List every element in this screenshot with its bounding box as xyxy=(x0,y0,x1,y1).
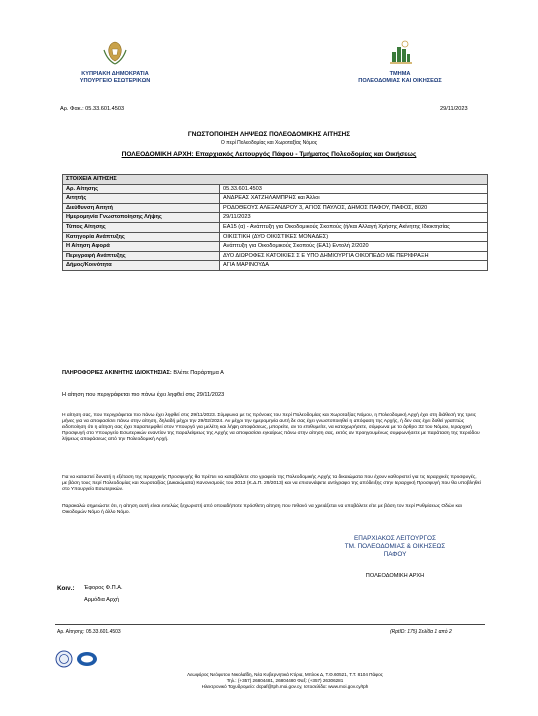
signature-block xyxy=(300,535,490,559)
signature-role: ΠΟΛΕΟΔΟΜΙΚΗ ΑΡΧΗ xyxy=(365,573,425,579)
document-date: 29/11/2023 xyxy=(440,106,468,112)
signature-line-3: ΠΑΦΟΥ xyxy=(383,551,407,558)
quality-logo-icon xyxy=(76,650,98,668)
property-info xyxy=(62,370,224,376)
ministry-heading xyxy=(55,71,175,85)
certification-seal-icon xyxy=(55,650,73,668)
row-label: Αρ. Αίτησης xyxy=(63,184,220,194)
department-line-1: ΤΜΗΜΑ xyxy=(389,71,411,77)
ministry-line-2: ΥΠΟΥΡΓΕΙΟ ΕΣΩΤΕΡΙΚΩΝ xyxy=(79,78,151,84)
paragraph-fees: Για να καταστεί δυνατή η εξέταση της Ιεραρχικής Προσφυγής θα πρέπει να καταβάλετε στο γραφείο της Πολεοδομικής Αρχής τα δικαιώματα που έχουν καθοριστεί για τις Ιεραρχικές προσφυγές, με βάση τους περί Πολεοδομίας και Χωροταξίας (Δικαιώματα) Κανονισμούς του 2013 (Κ.Δ.Π. 29/2013) και να επισυνάψετε αντίγραφο της απόδειξης στην Ιεραρχική Προσφυγή που θα υποβληθεί στο Υπουργείο Εσωτερικών. xyxy=(62,475,481,492)
row-label: Δήμος/Κοινότητα xyxy=(63,261,220,271)
cyprus-coat-of-arms-icon xyxy=(100,40,130,68)
planning-authority-title: ΠΟΛΕΟΔΟΜΙΚΗ ΑΡΧΗ: Επαρχιακός Λειτουργός Πάφου - Τμήματος Πολεοδομίας και Οικήσεως xyxy=(121,151,417,158)
table-row xyxy=(63,213,488,223)
footer-address-line-1: Λεωφόρος Νεόφυτου Νικολαΐδη, Νέα Κυβερνητικά Κτίρια, Μπλοκ Δ, Τ.Θ.60521, Τ.Τ. 8104 Πάφος xyxy=(187,672,383,677)
property-info-value: Βλέπε Παράρτημα Α xyxy=(173,370,224,376)
table-row xyxy=(63,232,488,242)
signature-line-2: ΤΜ. ΠΟΛΕΟΔΟΜΙΑΣ & ΟΙΚΗΣΕΩΣ xyxy=(344,543,446,550)
table-row xyxy=(63,261,488,271)
received-note: Η αίτηση που περιγράφεται πιο πάνω έχει ληφθεί στις 29/11/2023 xyxy=(62,392,225,398)
row-value: 29/11/2023 xyxy=(220,213,488,223)
footer-address-line-3: Ηλεκτρονικό Ταχυδρομείο: dcpaf@tph.moi.gov.cy, Ιστοσελίδα: www.moi.gov.cy/tph xyxy=(201,684,369,690)
row-label: Διεύθυνση Αιτητή xyxy=(63,203,220,213)
paragraph-separate-application: Παρακαλώ σημειώστε ότι, η αίτηση αυτή είναι εντελώς ξεχωριστή από οποιαδήποτε πρόσθετη αίτηση που πιθανό να χρειάζεται να υποβάλετε είτε με βάση τον περί Ρυθμίσεως Οδών και Οικοδομών Νόμο ή άλλο Νόμο. xyxy=(62,504,462,515)
row-label: Αιτητής xyxy=(63,194,220,204)
footer-page-number: (RptID: 175) Σελίδα 1 από 2 xyxy=(390,629,452,635)
application-details-table xyxy=(62,174,488,271)
copy-recipient: Έφορος Φ.Π.Α. xyxy=(84,585,123,591)
ministry-line-1: ΚΥΠΡΙΑΚΗ ΔΗΜΟΚΡΑΤΙΑ xyxy=(81,71,149,77)
row-value: ΑΝΔΡΕΑΣ ΧΑΤΖΗΛΑΜΠΡΗΣ και Άλλοι xyxy=(220,194,488,204)
row-value: Ανάπτυξη για Οικοδομικούς Σκοπούς (ΕΑ1) Εντολή 2/2020 xyxy=(220,242,488,252)
table-row xyxy=(63,184,488,194)
file-reference: Αρ. Φακ.: 05.33.601.4503 xyxy=(60,106,125,112)
property-info-label: ΠΛΗΡΟΦΟΡΙΕΣ ΑΚΙΝΗΤΗΣ ΙΔΙΟΚΤΗΣΙΑΣ: xyxy=(62,370,172,376)
law-subtitle: Ο περί Πολεοδομίας και Χωροταξίας Νόμος xyxy=(220,140,318,146)
footer-address xyxy=(130,672,440,691)
row-label: Κατηγορία Ανάπτυξης xyxy=(63,232,220,242)
row-value: ΟΙΚΙΣΤΙΚΗ (ΔΥΟ ΟΙΚΙΣΤΙΚΕΣ ΜΟΝΑΔΕΣ) xyxy=(220,232,488,242)
table-row xyxy=(63,203,488,213)
copies-label: Κοιν.: xyxy=(57,585,75,592)
table-row xyxy=(63,242,488,252)
row-value: 05.33.601.4503 xyxy=(220,184,488,194)
row-value: ΡΟΔΟΘΕΟΥΣ ΑΛΕΞΑΝΔΡΟΥ 3, ΑΓΙΟΣ ΠΑΥΛΟΣ, ΔΗΜΟΣ ΠΑΦΟΥ, ΠΑΦΟΣ, 8020 xyxy=(220,203,488,213)
paragraph-deadline: Η αίτηση σας, που περιγράφεται πιο πάνω έχει ληφθεί στις 29/11/2023. Σύμφωνα με τις πρόνοιες του περί Πολεοδομίας και Χωροταξίας Νόμου, η Πολεοδομική Αρχή έχει στη διάθεσή της τρεις μήνες για να αποφασίσει πάνω στην αίτηση, δηλαδή μέχρι την 29/02/2024. Αν μέχρι την ημερομηνία αυτή δε σας έχει γνωστοποιηθεί η απόφαση της Αρχής, ή δεν σας έχει δοθεί γραπτώς ειδοποίηση ότι η αίτηση σας έχει παραπεμφθεί στον Υπουργό για μελέτη και λήψη αποφάσεως, μπορείτε, αν το επιθυμείτε, να καταχωρήσετε, σύμφωνα με το άρθρο 32 του Νόμου, Ιεραρχική Προσφυγή στο Υπουργείο Εσωτερικών εναντίον της παραλείψεως της Αρχής να αποφασίσει εγκαίρως πάνω στην αίτηση σας, εκτός αν προηγουμένως συμφωνήσετε με παράταση της περιόδου λήψεως αποφάσεως από την Πολεοδομική Αρχή. xyxy=(62,413,480,442)
table-row xyxy=(63,194,488,204)
department-logo-icon xyxy=(386,38,416,68)
row-value: ΔΥΟ ΔΙΩΡΟΦΕΣ ΚΑΤΟΙΚΙΕΣ Σ Ε ΥΠΟ ΔΗΜΙΟΥΡΓΙΑ ΟΙΚΟΠΕΔΟ ΜΕ ΠΕΡΙΦΡΑΞΗ xyxy=(220,251,488,261)
row-label: Ημερομηνία Γνωστοποίησης Λήψης xyxy=(63,213,220,223)
footer-address-line-2: Τηλ.: (+357) 26804481, 26804480 Φαξ: (+357) 26306281 xyxy=(226,678,344,684)
row-value: ΑΓΙΑ ΜΑΡΙΝΟΥΔΑ xyxy=(220,261,488,271)
row-value: ΕΑ15 (α) - Ανάπτυξη για Οικοδομικούς Σκοπούς (ή/και Αλλαγή Χρήσης Ακίνητης Ιδιοκτησίας xyxy=(220,222,488,232)
table-heading: ΣΤΟΙΧΕΙΑ ΑΙΤΗΣΗΣ xyxy=(63,175,488,185)
row-label: Περιγραφή Ανάπτυξης xyxy=(63,251,220,261)
signature-line-1: ΕΠΑΡΧΙΑΚΟΣ ΛΕΙΤΟΥΡΓΟΣ xyxy=(354,535,436,542)
department-heading xyxy=(330,71,470,85)
table-row xyxy=(63,251,488,261)
table-row xyxy=(63,222,488,232)
row-label: Η Αίτηση Αφορά xyxy=(63,242,220,252)
department-line-2: ΠΟΛΕΟΔΟΜΙΑΣ ΚΑΙ ΟΙΚΗΣΕΩΣ xyxy=(358,78,442,84)
footer-application-number: Αρ. Αίτησης: 05.33.601.4503 xyxy=(57,629,121,635)
footer-divider xyxy=(55,624,485,625)
row-label: Τύπος Αίτησης xyxy=(63,222,220,232)
copy-recipient: Αρμόδια Αρχή xyxy=(84,597,120,603)
document-title: ΓΝΩΣΤΟΠΟΙΗΣΗ ΛΗΨΕΩΣ ΠΟΛΕΟΔΟΜΙΚΗΣ ΑΙΤΗΣΗΣ xyxy=(187,131,351,138)
